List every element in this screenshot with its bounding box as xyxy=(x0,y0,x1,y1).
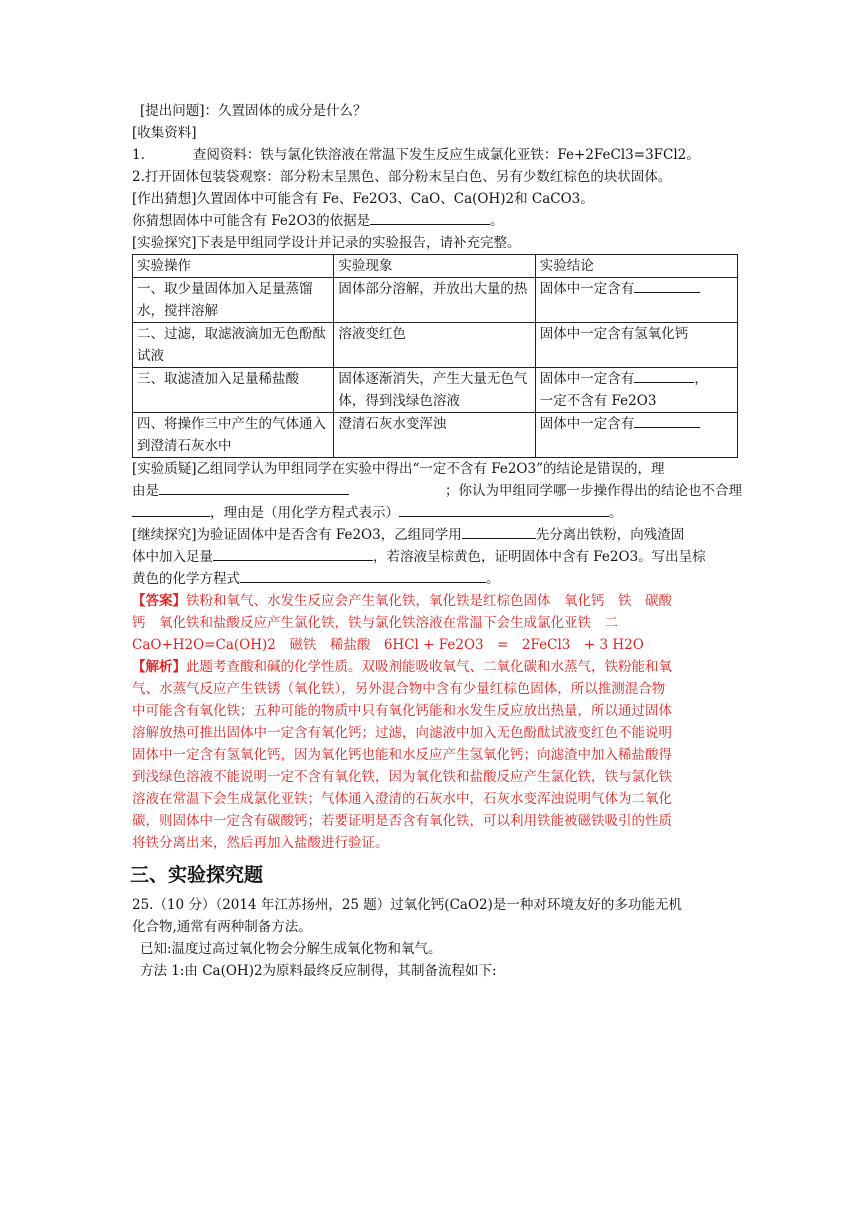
analysis-line: 到浅绿色溶液不能说明一定不含有氧化铁，因为氧化铁和盐酸反应产生氯化铁，铁与氯化铁 xyxy=(132,769,672,785)
answer-blank[interactable] xyxy=(634,413,700,428)
table-row xyxy=(133,413,738,458)
table-cell-phenomenon: 溶液变红色 xyxy=(334,323,535,368)
conclusion-text: 固体中一定含有 xyxy=(539,371,635,387)
analysis-line: 溶解放热可推出固体中一定含有氧化钙；过滤，向滤液中加入无色酚酞试液变红色不能说明 xyxy=(132,725,672,741)
answer-blank[interactable] xyxy=(240,568,486,583)
answer-blank[interactable] xyxy=(159,480,349,495)
analysis-line: 将铁分离出来，然后再加入盐酸进行验证。 xyxy=(132,835,389,851)
q25-line-1: 25.（10 分）（2014 年江苏扬州，25 题）过氧化钙(CaO2)是一种对环境友好的多功能无机 xyxy=(132,897,682,913)
table-cell-operation: 四、将操作三中产生的气体通入到澄清石灰水中 xyxy=(133,413,334,458)
table-cell-conclusion: 固体中一定含有氢氧化钙 xyxy=(535,323,737,368)
further-text: ，若溶液呈棕黄色，证明固体中含有 Fe2O3。写出呈棕 xyxy=(373,549,706,565)
table-cell-conclusion: 固体中一定含有 ， 一定不含有 Fe2O3 xyxy=(535,368,737,413)
doubt-line-3 xyxy=(132,502,742,524)
doubt-text: ，理由是（用化学方程式表示） xyxy=(210,505,399,521)
item-text: 查阅资料：铁与氯化铁溶液在常温下发生反应生成氯化亚铁：Fe+2FeCl3=3FCl2。 xyxy=(192,147,700,163)
answer-blank[interactable] xyxy=(399,502,609,517)
table-cell-operation: 二、过滤，取滤液滴加无色酚酞试液 xyxy=(133,323,334,368)
doubt-line-2 xyxy=(132,480,742,502)
analysis-line-1 xyxy=(132,656,742,678)
item-number: 1. xyxy=(132,147,145,163)
analysis-line: 溶液在常温下会生成氯化亚铁；气体通入澄清的石灰水中，石灰水变浑浊说明气体为二氧化 xyxy=(132,791,672,807)
conclusion-text: 固体中一定含有 xyxy=(539,416,635,432)
answer-blank[interactable] xyxy=(213,546,373,561)
table-header: 实验操作 xyxy=(133,255,334,278)
section-title: 三、实验探究题 xyxy=(130,864,264,886)
q25-line-4: 方法 1:由 Ca(OH)2为原料最终反应制得，其制备流程如下: xyxy=(140,963,497,979)
answer-label: 【答案】 xyxy=(132,593,186,609)
further-text: [继续探究]为验证固体中是否含有 Fe2O3，乙组同学用 xyxy=(132,527,462,543)
table-cell-conclusion xyxy=(535,413,737,458)
answer-blank[interactable] xyxy=(132,502,210,517)
table-header-row xyxy=(133,255,738,278)
guess-basis-line: 你猜想固体中可能含有 Fe2O3的依据是 。 xyxy=(132,210,742,232)
table-cell-phenomenon: 固体部分溶解，并放出大量的热 xyxy=(334,278,535,323)
period: 。 xyxy=(609,505,623,521)
conclusion-text: 固体中一定含有 xyxy=(539,281,635,297)
answer-line-3: CaO+H2O=Ca(OH)2 磁铁 稀盐酸 6HCl + Fe2O3 = 2FeCl3 + 3 H2O xyxy=(132,637,644,653)
table-cell-operation: 三、取滤渣加入足量稀盐酸 xyxy=(133,368,334,413)
analysis-line: 中可能含有氧化铁；五种可能的物质中只有氧化钙能和水发生反应放出热量，所以通过固体 xyxy=(132,703,672,719)
collect-item-1 xyxy=(132,144,742,166)
table-cell-phenomenon: 澄清石灰水变浑浊 xyxy=(334,413,535,458)
collect-item-2: 2.打开固体包装袋观察：部分粉末呈黑色、部分粉末呈白色、另有少数红棕色的块状固体。 xyxy=(132,169,672,185)
document-page xyxy=(132,100,742,982)
q25-line-3: 已知:温度过高过氧化物会分解生成氧化物和氧气。 xyxy=(140,941,442,957)
further-line-3 xyxy=(132,568,742,590)
analysis-line: 碳，则固体中一定含有碳酸钙；若要证明是否含有氧化铁，可以利用铁能被磁铁吸引的性质 xyxy=(132,813,672,829)
further-line-2 xyxy=(132,546,742,568)
doubt-text: 由是 xyxy=(132,483,159,499)
table-row xyxy=(133,278,738,323)
answer-line-2: 钙 氧化铁和盐酸反应产生氯化铁，铁与氯化铁溶液在常温下会生成氯化亚铁 二 xyxy=(132,615,618,631)
guess-basis-text: 你猜想固体中可能含有 Fe2O3的依据是 xyxy=(132,213,371,229)
table-row xyxy=(133,368,738,413)
table-row xyxy=(133,323,738,368)
table-cell-operation: 一、取少量固体加入足量蒸馏水，搅拌溶解 xyxy=(133,278,334,323)
further-text: 体中加入足量 xyxy=(132,549,213,565)
answer-blank[interactable] xyxy=(462,524,536,539)
answer-text: 铁粉和氧气、水发生反应会产生氧化铁，氧化铁是红棕色固体 氧化钙 铁 碳酸 xyxy=(186,593,672,609)
answer-blank[interactable] xyxy=(370,210,490,225)
table-cell-phenomenon: 固体逐渐消失，产生大量无色气体，得到浅绿色溶液 xyxy=(334,368,535,413)
table-cell-conclusion xyxy=(535,278,737,323)
period: 。 xyxy=(486,571,500,587)
further-text: 先分离出铁粉，向残渣固 xyxy=(535,527,685,543)
experiment-report-table xyxy=(132,254,738,458)
analysis-line: 气、水蒸气反应产生铁锈（氧化铁），另外混合物中含有少量红棕色固体，所以推测混合物 xyxy=(132,681,666,697)
q25-line-2: 化合物,通常有两种制备方法。 xyxy=(132,919,312,935)
collect-heading: [收集资料] xyxy=(132,125,197,141)
further-line-1 xyxy=(132,524,742,546)
guess-line: [作出猜想]久置固体中可能含有 Fe、Fe2O3、CaO、Ca(OH)2和 CaCO3。 xyxy=(132,191,594,207)
analysis-label: 【解析】 xyxy=(132,659,186,675)
doubt-line-1: [实验质疑]乙组同学认为甲组同学在实验中得出“一定不含有 Fe2O3”的结论是错误的，理 xyxy=(132,461,665,477)
answer-blank[interactable] xyxy=(634,278,700,293)
answer-line-1 xyxy=(132,590,742,612)
question-line: [提出问题]：久置固体的成分是什么？ xyxy=(140,103,367,119)
doubt-text: ；你认为甲组同学哪一步操作得出的结论也不合理 xyxy=(445,483,742,499)
further-text: 黄色的化学方程式 xyxy=(132,571,240,587)
answer-blank[interactable] xyxy=(634,368,694,383)
analysis-text: 此题考查酸和碱的化学性质。双吸剂能吸收氧气、二氧化碳和水蒸气，铁粉能和氧 xyxy=(186,659,672,675)
conclusion-text-2: 一定不含有 Fe2O3 xyxy=(539,393,657,409)
analysis-line: 固体中一定含有氢氧化钙，因为氧化钙也能和水反应产生氢氧化钙；向滤渣中加入稀盐酸得 xyxy=(132,747,672,763)
table-header: 实验现象 xyxy=(334,255,535,278)
table-header: 实验结论 xyxy=(535,255,737,278)
explore-line: [实验探究]下表是甲组同学设计并记录的实验报告，请补充完整。 xyxy=(132,235,521,251)
